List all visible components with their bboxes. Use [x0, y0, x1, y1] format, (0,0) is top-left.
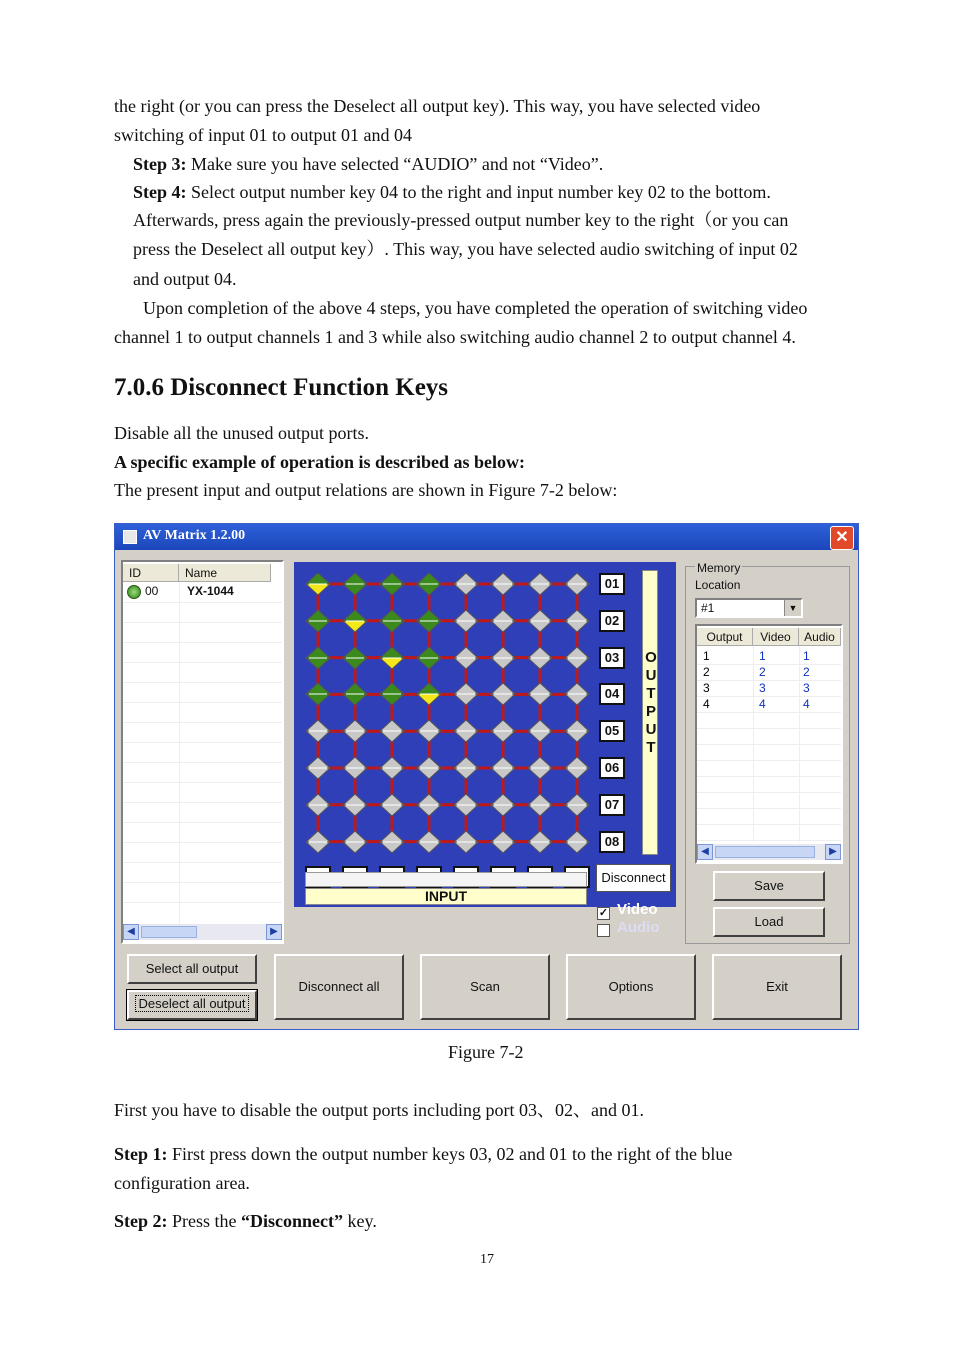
step-text: Make sure you have selected “AUDIO” and not “Video”.	[186, 154, 604, 174]
crosspoint-node[interactable]	[490, 682, 516, 706]
column-header-name[interactable]: Name	[179, 564, 271, 582]
crosspoint-node[interactable]	[416, 682, 442, 706]
memory-cell: 2	[759, 665, 766, 679]
crosspoint-node[interactable]	[453, 719, 479, 743]
output-label-letter: P	[645, 703, 656, 720]
memory-table[interactable]	[695, 624, 843, 864]
crosspoint-node[interactable]	[305, 719, 331, 743]
output-key-01[interactable]: 01	[599, 573, 625, 595]
av-matrix-window	[114, 523, 859, 1030]
memory-cell: 3	[703, 681, 710, 695]
device-list[interactable]	[121, 560, 284, 944]
crosspoint-node[interactable]	[342, 609, 368, 633]
input-scrollbar[interactable]	[305, 872, 587, 887]
memory-cell: 2	[703, 665, 710, 679]
memory-cell: 4	[803, 697, 810, 711]
crosspoint-node[interactable]	[490, 793, 516, 817]
scroll-right-icon[interactable]: ▶	[266, 924, 282, 940]
crosspoint-node[interactable]	[490, 572, 516, 596]
crosspoint-node[interactable]	[379, 756, 405, 780]
scroll-right-icon[interactable]: ▶	[825, 844, 841, 860]
paragraph-line: configuration area.	[114, 1173, 250, 1193]
device-row[interactable]	[123, 582, 282, 603]
crosspoint-node[interactable]	[379, 682, 405, 706]
figure-caption: Figure 7-2	[448, 1042, 524, 1062]
crosspoint-node[interactable]	[490, 719, 516, 743]
crosspoint-node[interactable]	[453, 756, 479, 780]
memory-cell: 2	[803, 665, 810, 679]
step-1	[114, 1142, 732, 1166]
scroll-left-icon[interactable]: ◀	[697, 844, 713, 860]
crosspoint-node[interactable]	[453, 830, 479, 854]
crosspoint-node[interactable]	[305, 682, 331, 706]
paragraph-line: the right (or you can press the Deselect all output key). This way, you have selected video	[114, 96, 761, 116]
column-header-id[interactable]: ID	[123, 564, 179, 582]
output-key-06[interactable]: 06	[599, 757, 625, 779]
memory-cell: 1	[759, 649, 766, 663]
crosspoint-node[interactable]	[453, 793, 479, 817]
memory-cell: 4	[759, 697, 766, 711]
crosspoint-node[interactable]	[379, 830, 405, 854]
input-label: INPUT	[305, 888, 587, 905]
memory-cell: 1	[803, 649, 810, 663]
audio-checkbox[interactable]	[597, 924, 610, 937]
select-all-output-button[interactable]: Select all output	[127, 954, 257, 984]
disconnect-all-button[interactable]: Disconnect all	[274, 954, 404, 1020]
crosspoint-node[interactable]	[379, 793, 405, 817]
app-icon	[123, 530, 137, 544]
step-text: Select output number key 04 to the right and input number key 02 to the bottom.	[186, 182, 771, 202]
disable-instruction: First you have to disable the output ports including port 03、02、and 01.	[114, 1100, 644, 1120]
disconnect-key-name: “Disconnect”	[241, 1211, 343, 1231]
load-button[interactable]: Load	[713, 907, 825, 937]
output-label-letter: T	[646, 685, 656, 702]
device-status-icon	[127, 585, 141, 599]
section-intro: Disable all the unused output ports.	[114, 423, 369, 443]
paragraph-line: Afterwards, press again the previously-pressed output number key to the right（or you can	[133, 210, 789, 230]
crosspoint-node[interactable]	[527, 572, 553, 596]
step-label: Step 2:	[114, 1211, 168, 1231]
crosspoint-node[interactable]	[490, 609, 516, 633]
output-key-07[interactable]: 07	[599, 794, 625, 816]
memory-location-label: Location	[695, 578, 741, 592]
crosspoint-node[interactable]	[416, 719, 442, 743]
crosspoint-node[interactable]	[416, 756, 442, 780]
close-button[interactable]: ✕	[830, 526, 854, 550]
crosspoint-node[interactable]	[416, 830, 442, 854]
crosspoint-node[interactable]	[379, 609, 405, 633]
memory-cell: 3	[759, 681, 766, 695]
crosspoint-node[interactable]	[527, 756, 553, 780]
output-key-08[interactable]: 08	[599, 831, 625, 853]
paragraph-line: switching of input 01 to output 01 and 04	[114, 125, 412, 145]
crosspoint-node[interactable]	[305, 646, 331, 670]
step-label: Step 1:	[114, 1144, 168, 1164]
crosspoint-node[interactable]	[453, 646, 479, 670]
video-checkbox[interactable]: ✓	[598, 907, 609, 919]
window-title: AV Matrix 1.2.00	[143, 528, 246, 543]
crosspoint-node[interactable]	[416, 609, 442, 633]
scroll-left-icon[interactable]: ◀	[123, 924, 139, 940]
crosspoint-node[interactable]	[416, 572, 442, 596]
crosspoint-node[interactable]	[564, 646, 590, 670]
crosspoint-node[interactable]	[342, 572, 368, 596]
crosspoint-node[interactable]	[527, 793, 553, 817]
deselect-all-output-label: Deselect all output	[135, 995, 250, 1012]
video-checkbox-label: Video	[617, 901, 658, 918]
device-list-scrollbar[interactable]	[123, 924, 282, 940]
crosspoint-node[interactable]	[527, 682, 553, 706]
crosspoint-node[interactable]	[490, 646, 516, 670]
output-key-02[interactable]: 02	[599, 610, 625, 632]
output-label	[644, 649, 658, 757]
crosspoint-node[interactable]	[527, 719, 553, 743]
crosspoint-node[interactable]	[305, 793, 331, 817]
paragraph-line: Upon completion of the above 4 steps, you have completed the operation of switching video	[143, 298, 808, 318]
memory-group-label: Memory	[697, 561, 741, 575]
crosspoint-node[interactable]	[527, 830, 553, 854]
step-text: First press down the output number keys 03, 02 and 01 to the right of the blue	[167, 1144, 733, 1164]
output-label-letter: U	[645, 721, 657, 738]
device-id: 00	[145, 584, 159, 598]
crosspoint-node[interactable]	[305, 572, 331, 596]
crosspoint-node[interactable]	[564, 682, 590, 706]
crosspoint-node[interactable]	[564, 719, 590, 743]
output-key-05[interactable]: 05	[599, 720, 625, 742]
crosspoint-node[interactable]	[564, 572, 590, 596]
crosspoint-node[interactable]	[305, 756, 331, 780]
output-label-letter: O	[645, 649, 657, 666]
crosspoint-node[interactable]	[527, 609, 553, 633]
paragraph-line: and output 04.	[133, 269, 237, 289]
crosspoint-node[interactable]	[453, 682, 479, 706]
paragraph-line: channel 1 to output channels 1 and 3 while also switching audio channel 2 to output channel 4.	[114, 327, 796, 347]
crosspoint-node[interactable]	[453, 609, 479, 633]
output-label-letter: T	[646, 739, 656, 756]
crosspoint-node[interactable]	[379, 572, 405, 596]
figure-intro: The present input and output relations are shown in Figure 7-2 below:	[114, 480, 618, 500]
crosspoint-node[interactable]	[342, 830, 368, 854]
memory-cell: 1	[703, 649, 710, 663]
disconnect-button[interactable]: Disconnect	[596, 864, 671, 892]
crosspoint-node[interactable]	[564, 756, 590, 780]
memory-cell: 4	[703, 697, 710, 711]
crosspoint-node[interactable]	[342, 793, 368, 817]
step-2	[114, 1209, 377, 1233]
device-name: YX-1044	[187, 584, 234, 598]
deselect-all-output-button[interactable]	[127, 990, 257, 1020]
crosspoint-node[interactable]	[564, 830, 590, 854]
crosspoint-node[interactable]	[527, 646, 553, 670]
crosspoint-node[interactable]	[416, 646, 442, 670]
output-key-03[interactable]: 03	[599, 647, 625, 669]
crosspoint-node[interactable]	[305, 609, 331, 633]
output-key-04[interactable]: 04	[599, 683, 625, 705]
crosspoint-node[interactable]	[379, 719, 405, 743]
exit-button[interactable]: Exit	[712, 954, 842, 1020]
crosspoint-node[interactable]	[305, 830, 331, 854]
step-label: Step 4:	[133, 182, 187, 202]
example-heading: A specific example of operation is described as below:	[114, 452, 525, 472]
save-button[interactable]: Save	[713, 871, 825, 901]
column-header-audio[interactable]: Audio	[799, 628, 841, 646]
step-3	[133, 152, 603, 176]
crosspoint-node[interactable]	[379, 646, 405, 670]
chevron-down-icon[interactable]: ▼	[784, 600, 801, 616]
step-text: key.	[343, 1211, 377, 1231]
paragraph-line: press the Deselect all output key）. This way, you have selected audio switching of input 02	[133, 239, 798, 259]
title-bar	[115, 524, 858, 550]
memory-location-value: #1	[701, 601, 715, 615]
section-heading: 7.0.6 Disconnect Function Keys	[114, 374, 449, 401]
memory-table-scrollbar[interactable]	[697, 844, 841, 860]
scan-button[interactable]: Scan	[420, 954, 550, 1020]
crosspoint-node[interactable]	[453, 572, 479, 596]
crosspoint-node[interactable]	[564, 609, 590, 633]
output-label-letter: U	[645, 667, 657, 684]
crosspoint-node[interactable]	[342, 719, 368, 743]
step-label: Step 3:	[133, 154, 187, 174]
memory-cell: 3	[803, 681, 810, 695]
memory-location-select[interactable]	[695, 598, 803, 618]
options-button[interactable]: Options	[566, 954, 696, 1020]
crosspoint-node[interactable]	[342, 682, 368, 706]
crosspoint-node[interactable]	[564, 793, 590, 817]
crosspoint-node[interactable]	[490, 756, 516, 780]
page-number: 17	[480, 1252, 494, 1267]
crosspoint-node[interactable]	[490, 830, 516, 854]
crosspoint-node[interactable]	[342, 646, 368, 670]
column-header-video[interactable]: Video	[753, 628, 799, 646]
crosspoint-node[interactable]	[416, 793, 442, 817]
column-header-output[interactable]: Output	[697, 628, 753, 646]
crosspoint-node[interactable]	[342, 756, 368, 780]
step-text: Press the	[167, 1211, 241, 1231]
audio-checkbox-label: Audio	[617, 919, 660, 936]
step-4	[133, 180, 771, 204]
